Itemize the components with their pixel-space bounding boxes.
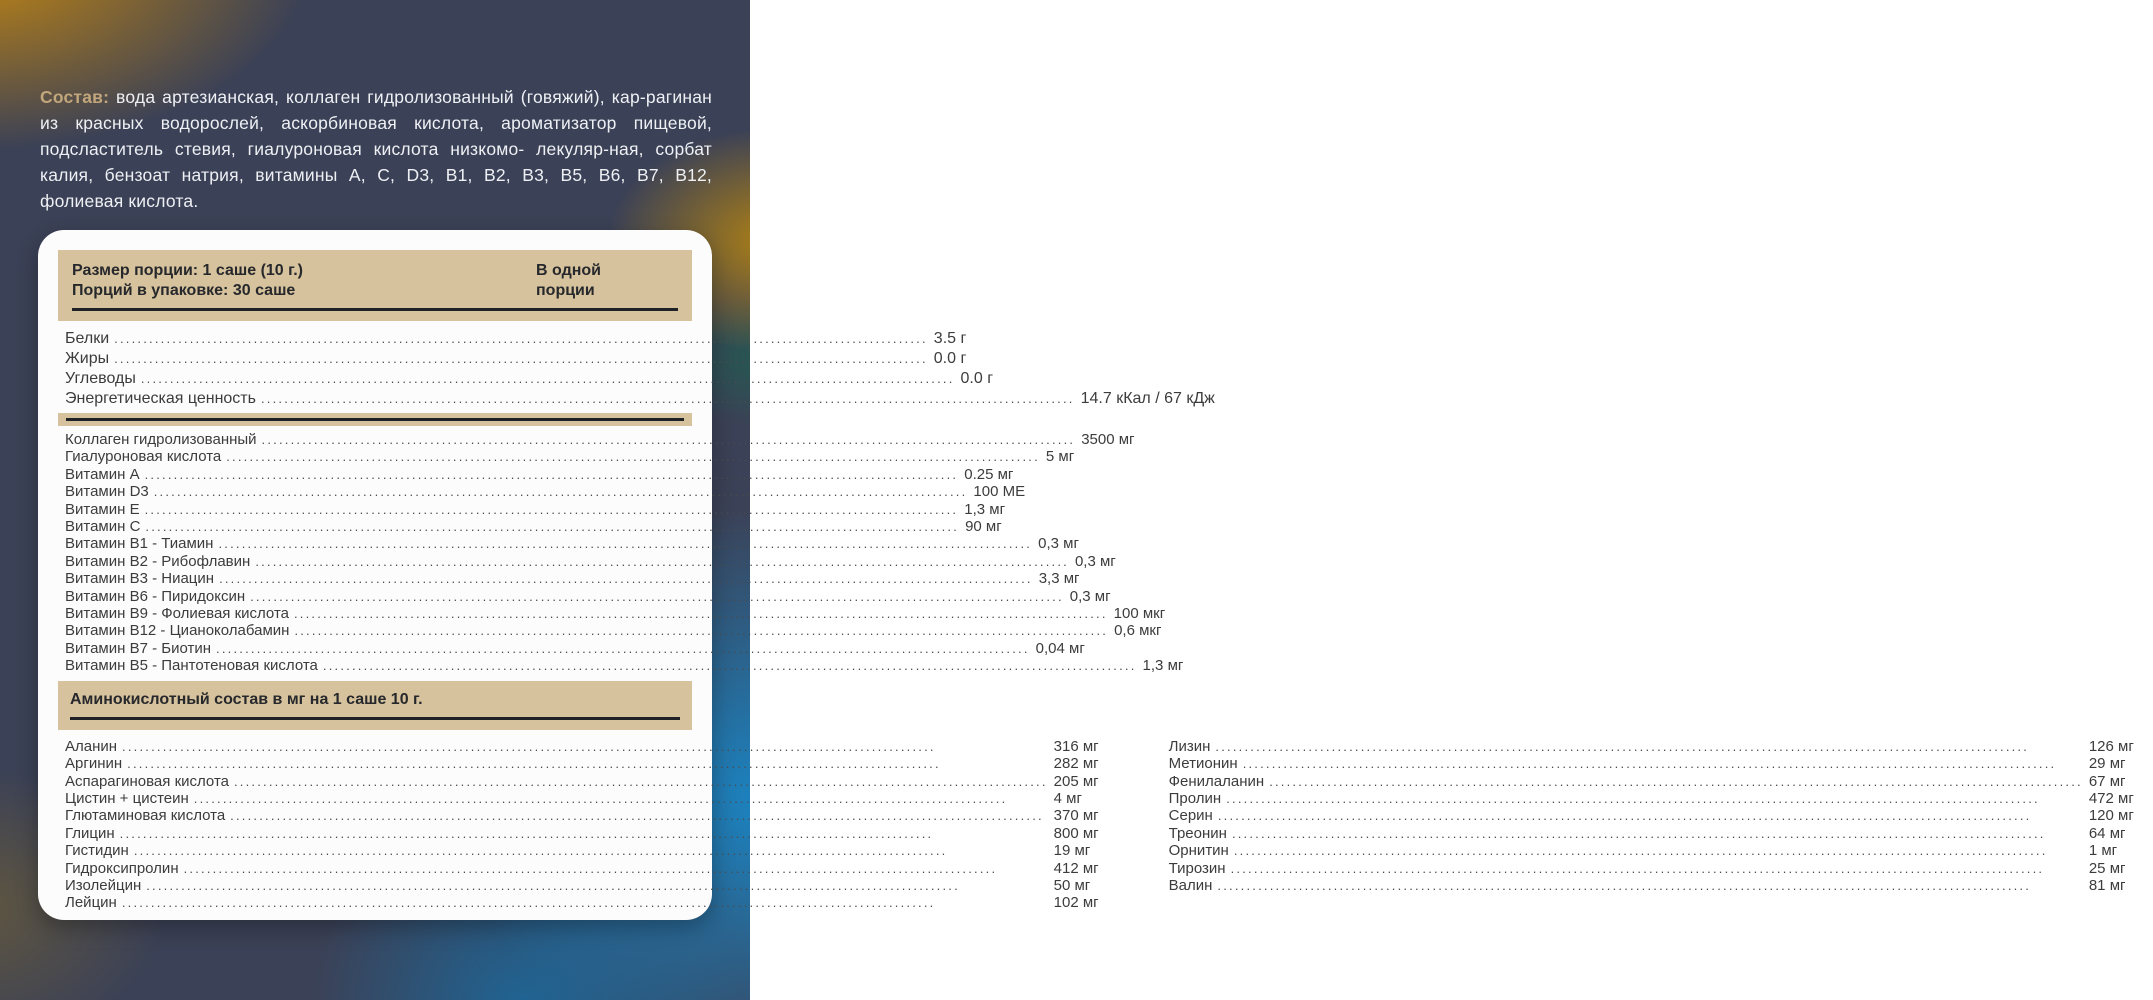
per-serving-line2: порции [536, 281, 595, 299]
per-serving-label [536, 261, 678, 300]
amino-row [1162, 807, 2153, 824]
nutrient-row [58, 535, 1079, 553]
amino-row [1162, 877, 2153, 894]
amino-value: 1 мг [2088, 842, 2118, 860]
amino-row [1162, 738, 2153, 755]
nutrient-row [58, 518, 1002, 536]
amino-row [1162, 755, 2153, 772]
nutrient-row [58, 431, 1135, 448]
nutrient-row [58, 570, 1080, 588]
amino-row [1162, 790, 2153, 807]
amino-label: Глютаминовая кислота [65, 807, 226, 825]
nutrient-value: 0,6 мкг [1114, 622, 1162, 640]
dotted-leader [140, 501, 965, 518]
amino-label: Гистидин [65, 842, 129, 860]
dotted-leader [1264, 773, 2089, 790]
amino-row [58, 825, 1124, 842]
macro-row [58, 329, 967, 349]
amino-label: Пролин [1168, 789, 1222, 807]
nutrient-row [58, 465, 1014, 483]
nutrient-value: 90 мг [965, 518, 1002, 536]
nutrient-value: 3500 мг [1081, 431, 1135, 448]
serving-size: Размер порции: 1 саше (10 г.) [72, 262, 303, 279]
dotted-leader [257, 431, 1082, 448]
amino-value: 282 мг [1053, 755, 1099, 773]
macro-row [58, 349, 967, 369]
amino-row [58, 790, 1124, 807]
nutrient-label: Витамин E [65, 500, 140, 518]
macro-label: Жиры [65, 350, 110, 367]
macro-row [58, 389, 1215, 409]
dotted-leader [245, 588, 1070, 605]
amino-label: Серин [1168, 807, 1213, 825]
nutrient-label: Витамин B9 - Фолиевая кислота [65, 605, 289, 623]
amino-row [58, 842, 1124, 859]
dotted-leader [289, 605, 1114, 622]
dotted-leader [109, 349, 934, 369]
amino-label: Орнитин [1168, 842, 1229, 860]
composition-text: вода артезианская, коллаген гидролизованный (говяжий), кар-рагинан из красных водорослей, аскорбиновая кислота, ароматизатор пищевой, подсластитель стевия, гиалуроновая кислота низкомо- лекуляр-ная, сорбат калия, бензоат натрия, витамины A, C, D3, B1, B2, B3, B5, B6, B7, B12, фолиевая кислота. [40, 87, 712, 211]
nutrient-label: Витамин D3 [65, 483, 149, 501]
serving-header-row [72, 261, 678, 300]
dotted-leader [256, 389, 1081, 409]
amino-value: 370 мг [1053, 807, 1099, 825]
nutrient-row [58, 622, 1162, 640]
section-separator [58, 413, 692, 426]
dotted-leader [1238, 755, 2089, 772]
dotted-leader [214, 570, 1039, 587]
amino-value: 205 мг [1053, 772, 1099, 790]
dotted-leader [318, 657, 1143, 674]
amino-label: Изолейцин [65, 876, 142, 894]
amino-row [58, 894, 1124, 911]
macro-row [58, 369, 994, 389]
amino-label: Тирозин [1168, 859, 1226, 877]
nutrient-row [58, 552, 1116, 570]
nutrient-value: 5 мг [1045, 448, 1075, 466]
amino-value: 102 мг [1053, 894, 1099, 912]
amino-row [58, 807, 1124, 824]
amino-label: Глицин [65, 824, 115, 842]
nutrient-value: 1,3 мг [964, 500, 1006, 518]
macros-list [58, 329, 1215, 409]
macro-value: 0.0 г [933, 350, 967, 367]
amino-value: 81 мг [2088, 876, 2126, 894]
amino-label: Аргинин [65, 755, 123, 773]
amino-section-header [58, 681, 692, 730]
servings-per-pack: Порций в упаковке: 30 саше [72, 281, 296, 299]
dotted-leader [289, 622, 1114, 639]
dotted-leader [1213, 807, 2089, 824]
dotted-leader [1210, 738, 2088, 755]
dotted-leader [229, 773, 1054, 790]
amino-section-title: Аминокислотный состав в мг на 1 саше 10 г. [70, 690, 423, 708]
dotted-leader [141, 877, 1053, 894]
macro-label: Белки [65, 330, 110, 347]
amino-row [58, 860, 1124, 877]
amino-row [58, 773, 1124, 790]
amino-label: Аланин [65, 737, 118, 755]
amino-value: 126 мг [2088, 737, 2134, 755]
amino-value: 4 мг [1053, 789, 1082, 807]
macro-label: Углеводы [65, 370, 136, 387]
serving-header [58, 250, 692, 321]
dotted-leader [149, 483, 974, 500]
dotted-leader [1221, 790, 2089, 807]
amino-label: Гидроксипролин [65, 859, 179, 877]
macro-value: 3.5 г [933, 330, 967, 347]
dotted-leader [221, 448, 1046, 465]
nutrient-value: 1,3 мг [1142, 657, 1184, 675]
amino-label: Валин [1168, 876, 1213, 894]
dotted-leader [1227, 825, 2089, 842]
nutrient-label: Витамин B6 - Пиридоксин [65, 587, 246, 605]
dotted-leader [1226, 860, 2089, 877]
amino-value: 19 мг [1053, 842, 1091, 860]
nutrient-value: 0,3 мг [1038, 535, 1079, 553]
macro-value: 14.7 кКал / 67 кДж [1080, 390, 1215, 407]
composition-label: Состав: [40, 87, 110, 107]
dotted-leader [1212, 877, 2088, 894]
dotted-leader [1229, 842, 2089, 859]
dotted-leader [213, 535, 1038, 552]
amino-header-divider-line [70, 717, 680, 720]
amino-row [1162, 773, 2153, 790]
nutrient-label: Витамин A [65, 465, 140, 483]
nutrient-row [58, 605, 1166, 623]
dotted-leader [117, 894, 1054, 911]
nutrient-value: 0.25 мг [964, 465, 1014, 483]
dotted-leader [189, 790, 1054, 807]
nutrient-label: Гиалуроновая кислота [65, 448, 222, 466]
nutrient-label: Витамин B1 - Тиамин [65, 535, 214, 553]
dotted-leader [211, 640, 1036, 657]
separator-line [66, 418, 684, 421]
nutrient-value: 100 МЕ [973, 483, 1026, 501]
nutrient-label: Витамин B2 - Рибофлавин [65, 552, 251, 570]
amino-value: 64 мг [2088, 824, 2126, 842]
amino-value: 412 мг [1053, 859, 1099, 877]
nutrient-row [58, 657, 1184, 675]
nutrient-value: 3,3 мг [1038, 570, 1080, 588]
nutrient-row [58, 448, 1075, 466]
nutrient-row [58, 500, 1006, 518]
dotted-leader [225, 807, 1053, 824]
nutrient-label: Витамин B7 - Биотин [65, 639, 212, 657]
amino-label: Метионин [1168, 755, 1238, 773]
nutrient-value: 0,3 мг [1069, 587, 1111, 605]
nutrient-label: Витамин C [65, 518, 141, 536]
amino-row [58, 738, 1124, 755]
dotted-leader [117, 738, 1054, 755]
amino-column-right [1162, 738, 2153, 912]
nutrient-label: Витамин B3 - Ниацин [65, 570, 215, 588]
macro-value: 0.0 г [960, 370, 994, 387]
amino-label: Цистин + цистеин [65, 789, 189, 807]
nutrients-list [58, 431, 1184, 675]
amino-value: 316 мг [1053, 737, 1099, 755]
nutrient-row [58, 639, 1085, 657]
amino-row [1162, 842, 2153, 859]
dotted-leader [140, 466, 965, 483]
amino-label: Лизин [1168, 737, 1211, 755]
amino-row [1162, 825, 2153, 842]
amino-value: 67 мг [2088, 772, 2126, 790]
serving-info [72, 261, 303, 300]
dotted-leader [250, 553, 1075, 570]
dotted-leader [179, 860, 1054, 877]
amino-row [1162, 860, 2153, 877]
per-serving-line1: В одной [536, 262, 601, 279]
dotted-leader [122, 755, 1053, 772]
nutrient-row [58, 483, 1026, 501]
amino-row [58, 877, 1124, 894]
nutrient-value: 0,3 мг [1074, 552, 1116, 570]
dotted-leader [136, 369, 961, 389]
dotted-leader [109, 329, 934, 349]
header-divider-line [72, 308, 678, 311]
dotted-leader [140, 518, 965, 535]
amino-label: Лейцин [65, 894, 117, 912]
amino-column-left [58, 738, 1124, 912]
nutrient-row [58, 587, 1111, 605]
nutrition-facts-card [38, 230, 2134, 920]
composition-paragraph [40, 84, 712, 214]
macro-label: Энергетическая ценность [65, 390, 256, 407]
dotted-leader [115, 825, 1054, 842]
amino-value: 50 мг [1053, 876, 1091, 894]
amino-row [58, 755, 1124, 772]
amino-value: 120 мг [2088, 807, 2134, 825]
nutrient-value: 0,04 мг [1035, 639, 1085, 657]
nutrient-label: Коллаген гидролизованный [65, 431, 257, 448]
amino-label: Треонин [1168, 824, 1227, 842]
amino-columns [58, 737, 2134, 912]
amino-label: Фенилаланин [1168, 772, 1265, 790]
dotted-leader [129, 842, 1054, 859]
nutrient-value: 100 мкг [1113, 605, 1166, 623]
amino-value: 25 мг [2088, 859, 2126, 877]
amino-value: 800 мг [1053, 824, 1099, 842]
amino-value: 29 мг [2088, 755, 2126, 773]
nutrient-label: Витамин B5 - Пантотеновая кислота [65, 657, 318, 675]
amino-label: Аспарагиновая кислота [65, 772, 229, 790]
amino-value: 472 мг [2088, 789, 2134, 807]
nutrient-label: Витамин B12 - Цианоколабамин [65, 622, 290, 640]
